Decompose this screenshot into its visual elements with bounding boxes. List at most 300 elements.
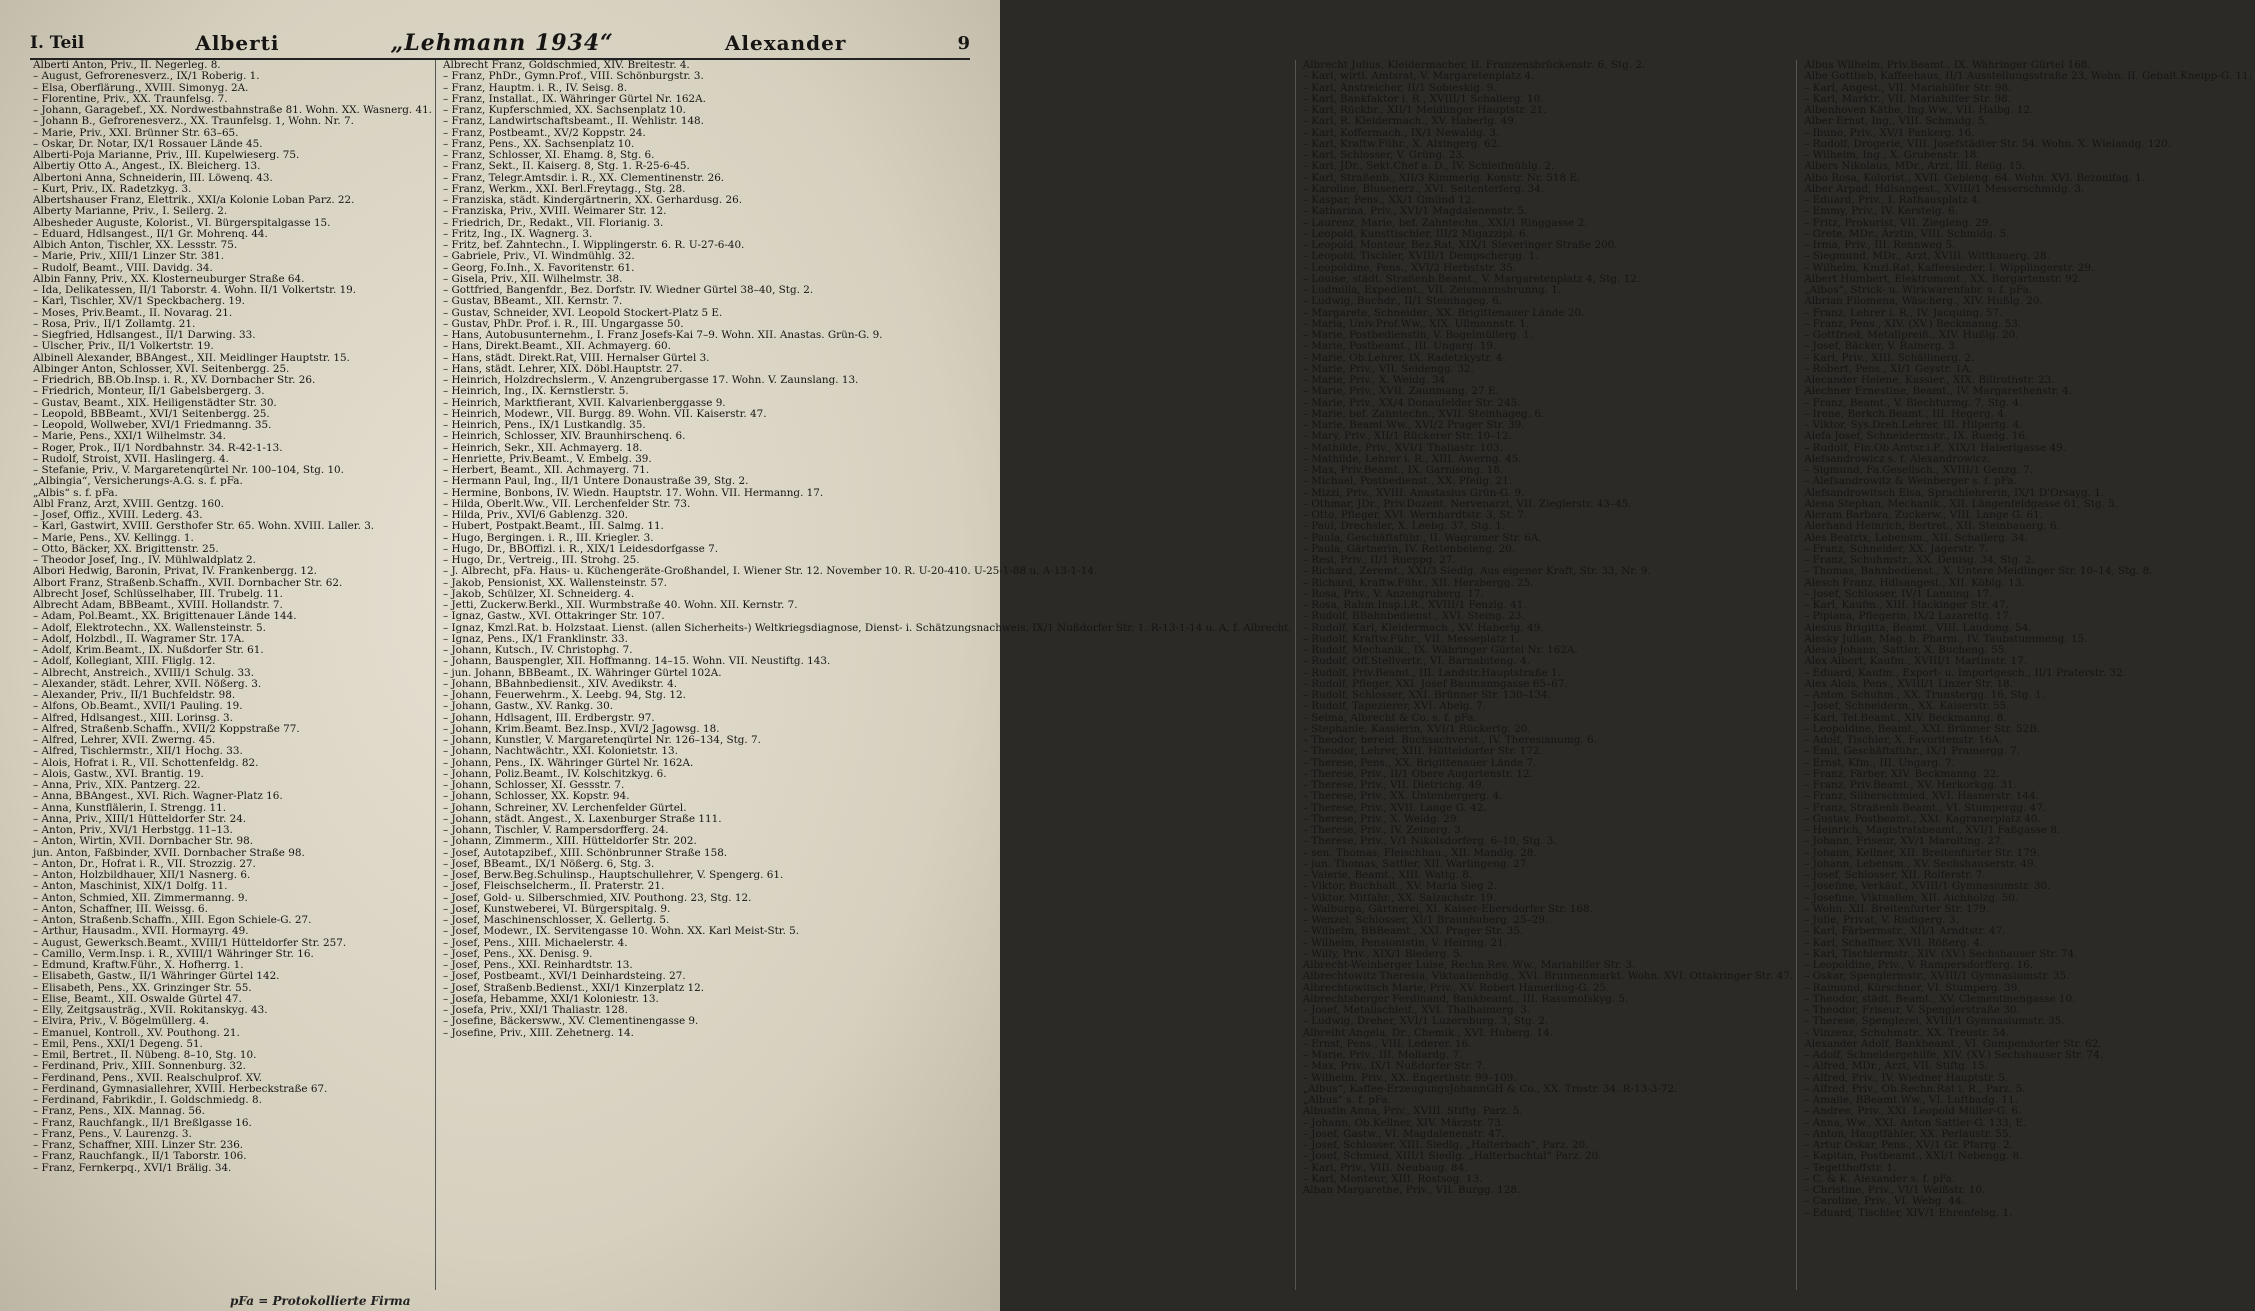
directory-entry: – Camillo, Verm.Insp. i. R., XVIII/1 Währinger Str. 16. [33,947,314,960]
directory-entry: – Ulscher, Priv., II/1 Volkertstr. 19. [33,340,214,353]
directory-entry: – Othmar, JDr., Priv.Dozent, Nervenarzt, VII. Zieglerstr. 43–45. [1302,497,1632,510]
directory-entry: – Josef, Gold- u. Silberschmied, XIV. Pouthong. 23, Stg. 12. [443,891,752,904]
directory-entry: – Gustav, Schneider, XVI. Leopold Stockert-Platz 5 E. [443,306,723,319]
directory-entry: – Theodor, Lehrer, XIII. Hütteldorfer Str. 172. [1302,745,1543,758]
directory-entry: – sen. Thomas, Fleischhau., XII. Mandlg. 28. [1302,846,1537,859]
directory-entry: – Marie, Postbedienstin, V. Bogelmüllerg. 1. [1302,329,1533,341]
directory-entry: – Marie, Beamt.Ww., XVI/2 Prager Str. 39. [1302,419,1525,431]
directory-entry: – Eduard, Hdlsangest., II/1 Gr. Mohrenq. 44. [33,227,268,240]
directory-entry: – Franz, Lehrer i. R., IV. Jacquing. 57. [1804,306,2003,319]
directory-entry: – Anna, Ww., XXI. Anton Sattler-G. 133, E. [1804,1116,2027,1129]
directory-entry: Albrecht-Weinberger Luise, Rechn.Rev. Ww., Mariahilfer Str. 3. [1302,959,1636,971]
directory-entry: – Adolf, Tischler, X. Favoritenstr. 16A. [1804,734,2003,746]
directory-entry: – Andree, Priv., XXI. Leopold Müller-G. 6. [1804,1105,2022,1118]
directory-entry: – Hermine, Bonbons, IV. Wiedn. Hauptstr. 17. Wohn. VII. Hermanng. 17. [443,486,824,499]
first-guide-word: Alberti [195,31,280,55]
directory-entry: – Artur Oskar, Pens., XV/1 Gr. Pfarrg. 2. [1804,1139,2013,1151]
directory-entry: – Roger, Prok., II/1 Nordbahnstr. 34. R-42-1-13. [33,441,283,454]
directory-entry: – Anton, Wirtin, XVII. Dornbacher Str. 98. [33,835,253,848]
directory-entry: – Theodor, bereid. Buchsachverst., IV. Theresianumg. 6. [1302,734,1597,746]
directory-entry: – Elisabeth, Pens., XX. Grinzinger Str. 55. [33,981,252,994]
directory-entry: – Franz, Pens., V. Laurenzg. 3. [33,1127,192,1140]
directory-entry: – Heinrich, Holzdrechslerm., V. Anzengrubergasse 17. Wohn. V. Zaunslang. 13. [443,374,859,386]
directory-entry: – Johann, Garagebef., XX. Nordwestbahnstraße 81. Wohn. XX. Wasnerg. 41. [33,104,432,116]
directory-entry: – Franz, Landwirtschaftsbeamt., II. Wehlistr. 148. [443,115,704,128]
directory-entry: – Katharina, Priv., XVI/1 Magdalenenstr. 5. [1302,205,1528,218]
directory-entry: – Franz, Schlosser, XI. Ehamg. 8, Stg. 6. [443,149,655,161]
directory-entry: – Johann, Schreiner, XV. Lerchenfelder Gürtel. [443,801,687,814]
directory-entry: Albo Rosa, Kolorist., XVII. Gebleng. 64. Wohn. XVI. Bezonifag. 1. [1804,171,2146,184]
directory-entry: – Oskar, Spenglermstr., XVIII/1 Gymnasiumstr. 35. [1804,970,2070,983]
directory-entry: – Karl, Bankfaktor i. R., XVIII/1 Schallerg. 10. [1302,92,1544,105]
directory-entry: Alexander Adolf, Bankbeamt., VI. Gumpendorfer Str. 62. [1804,1037,2102,1050]
directory-entry: Albort Franz, Straßenb.Schaffn., XVII. Dornbacher Str. 62. [33,576,343,589]
directory-entry: – Eduard, Priv., I. Rathausplatz 4. [1804,194,1981,206]
directory-entry: – Heinrich, Marktfierant, XVII. Kalvarienberggasse 9. [443,396,726,409]
directory-entry: – Theodor, städt. Beamt., XV. Clementinengasse 10. [1804,992,2076,1005]
directory-entry: – Adolf, Kollegiant, XIII. Fliglg. 12. [33,655,216,668]
directory-entry: – Karl, Kraftw.Führ., X. Alxingerg. 62. [1302,137,1501,150]
directory-entry: – Eduard, Tischler, XIV/1 Ehrenfelsg. 1. [1804,1206,2013,1219]
directory-entry: Albrechtsberger Ferdinand, Bankbeamt., III. Rasumofskyg. 5. [1302,992,1629,1005]
directory-entry: – Vinzenz, Schuhmstr., XX. Treustr. 54. [1804,1026,2010,1039]
directory-entry: – Adolf, Holzbdl., II. Wagramer Str. 17A. [33,632,245,645]
directory-entry: – Josefa, Hebamme, XXI/1 Koloniestr. 13. [443,992,659,1005]
directory-entry: – Josefine, Priv., XIII. Zehetnerg. 14. [443,1026,634,1039]
directory-entry: – Karl, wirtl. Amtsrat, V. Margaretenplatz 4. [1302,70,1535,83]
directory-entry: – Ida, Delikatessen, II/1 Taborstr. 4. Wohn. II/1 Volkertstr. 19. [33,284,357,296]
directory-entry: – Julie, Privat, V. Rüdigerg. 3. [1804,914,1959,926]
directory-entry: – Christine, Priv., VI/1 Weißstr. 10. [1804,1184,1986,1196]
directory-entry: – Marie, Priv., III. Mollardg. 7. [1302,1049,1463,1061]
directory-entry: – Jetti, Zuckerw.Berkl., XII. Wurmbstraße 40. Wohn. XII. Kernstr. 7. [443,599,798,611]
directory-entry: – Hugo, Bergingen. i. R., III. Kriegler. 3. [443,531,654,544]
directory-entry: Albe Gottlieb, Kaffeehaus, II/1 Ausstellungsstraße 23, Wohn. II. Gebalt.Kneipp-G. 11. [1804,70,2252,83]
directory-entry: – Rudolf, Tapezierer, XVI. Abelg. 7. [1302,700,1487,713]
directory-entry: Albrechtowitsch Marie, Priv., XV. Robert Hamerling-G. 25. [1302,981,1610,994]
directory-entry: – Wilhelm, Pensionistin, V. Heiring. 21. [1302,936,1507,949]
directory-entry: – Johann, Schlosser, XX. Kopstr. 94. [443,790,630,803]
directory-entry: – Marie, Ob.Lehrer, IX. Radetzkystr. 4. [1302,351,1506,364]
directory-entry: – Anna, Kunstflälerin, I. Strengg. 11. [33,801,227,814]
directory-entry: – Josef, Modewr., IX. Servitengasse 10. Wohn. XX. Karl Meist-Str. 5. [443,925,800,938]
directory-entry: „Albus“, Kaffee-ErzeugungsJohannGH & Co., XX. Trostr. 34. R-13-3-72. [1302,1082,1678,1095]
directory-entry: – Josef, Bäcker, V. Rainerg. 3. [1804,340,1959,353]
directory-entry: Albrecht Adam, BBBeamt., XVIII. Hollandstr. 7. [33,599,283,611]
directory-entry: – Elly, Zeitgsausträg., XVII. Rokitanskyg. 43. [33,1004,268,1016]
directory-entry: Albrecht Julius, Kleidermacher, II. Franzensbrückenstr. 6, Stg. 2. [1302,59,1646,71]
directory-entry: – Heinrich, Ing., IX. Kernstlerstr. 5. [443,385,629,398]
directory-entry: – Theodor Josef, Ing., IV. Mühlwaldplatz 2. [33,554,256,566]
directory-entry: – Josef, Schneiderm., XX. Kaiserstr. 55. [1804,700,2010,713]
directory-entry: – Louise, städt. Straßenb.Beamt., V. Margaretenplatz 4, Stg. 12. [1302,272,1641,285]
directory-entry: – Georg, Fo.Inh., X. Favoritenstr. 61. [443,261,635,274]
directory-entry: – Eduard, Kaufm., Export- u. Importgesch., II/1 Praterstr. 32. [1804,666,2126,679]
directory-entry: – Therese, Priv., XVII. Lange G. 42. [1302,801,1487,814]
directory-entry: – Franz, Hauptm. i. R., IV. Seisg. 8. [443,81,628,94]
directory-entry: – Rudolf, Priv.Beamt., III. Landstr.Hauptstraße 1. [1302,666,1561,679]
directory-entry: – Josef, BBeamt., IX/1 Nößerg. 6, Stg. 3. [443,857,655,870]
directory-entry: Albustin Anna, Priv., XVIII. Stiftg. Parz. 5. [1302,1105,1523,1118]
directory-entry: – Albrecht, Anstreich., XVIII/1 Schulg. 33. [33,666,255,679]
directory-entry: – Franz, Rauchfangk., II/1 Breßlgasse 16. [33,1116,252,1129]
directory-entry: – Franz, Postbeamt., XV/2 Koppstr. 24. [443,126,646,139]
directory-entry: – Josefine, Verkäuf., XVIII/1 Gymnasiumstr. 30. [1804,880,2051,893]
directory-entry: – Rudolf, Kraftw.Führ., VII. Messeplatz 1. [1302,632,1520,645]
directory-entry: – Karl, Rückbr., XII/1 Meidlinger Hauptstr. 21. [1302,104,1547,116]
directory-entry: – Ignaz, Gastw., XVI. Ottakringer Str. 107. [443,610,665,623]
directory-entry: – Wohn. XII. Breitenfurter Str. 179. [1804,902,1990,915]
directory-entry: – Therese, Spenglerei, XVIII/1 Gymnasiumstr. 35. [1804,1015,2065,1028]
directory-entry: – jun. Thomas, Sattler, XII. Warlingeng. 27. [1302,857,1530,870]
directory-entry: – Josef, Postbeamt., XVI/1 Deinhardsteing. 27. [443,970,686,983]
directory-entry: – Franz, Rauchfangk., II/1 Taborstr. 106. [33,1150,247,1163]
directory-entry: – Mizzi, Priv., XVIII. Anastasius Grün-G. 9. [1302,486,1525,499]
directory-entry: – Franz, Installat., IX. Währinger Gürtel Nr. 162A. [443,92,706,105]
directory-entry: – Karl, Anstreicher, II/1 Sobieskig. 9. [1302,81,1497,94]
directory-entry: – Otto, Pfleger, XVI. Wernhardtstr. 3, St. 7. [1302,509,1528,521]
directory-entry: – Heinrich, Schlosser, XIV. Braunhirschenq. 6. [443,430,686,443]
directory-entry: – Henriette, Priv.Beamt., V. Embelg. 39. [443,452,652,465]
directory-entry: – Karl, JDr., Sekt.Chef a. D., IV. Schleifmühlg. 2. [1302,160,1555,173]
directory-entry: Alberti-Poja Marianne, Priv., III. Kupelwieserg. 75. [33,149,300,161]
directory-entry: – Johann, Hdlsagent, III. Erdbergstr. 97. [443,711,655,724]
directory-entry: – Marie, bef. Zahntechn., XVII. Steinhageg. 6. [1302,407,1545,420]
directory-entry: – Edmund, Kraftw.Führ., X. Hofherrg. 1. [33,959,244,971]
directory-entry: – Marie, Postbeamt., III. Ungarg. 19. [1302,340,1497,353]
directory-entry: – Ferdinand, Priv., XIII. Sonnenburg. 32. [33,1060,246,1073]
directory-entry: – Heinrich, Pens., IX/1 Lustkandlg. 35. [443,419,646,431]
directory-entry: – Elsa, Oberflärung., XVIII. Simonyg. 2A. [33,81,249,94]
directory-entry: – Johann, Pens., IX. Währinger Gürtel Nr. 162A. [443,756,694,769]
directory-entry: – Josef, Pens., XIII. Michaelerstr. 4. [443,936,628,949]
directory-entry: – Hugo, Dr., BBOffizl. i. R., XIX/1 Leidesdorfgasse 7. [443,542,718,555]
footer-note: pFa = Protokollierte Firma [230,1294,411,1308]
directory-entry: – Heinrich, Sekr., XII. Achmayerg. 18. [443,441,643,454]
entry-column-3 [1300,60,1797,1290]
directory-entry: – Friedrich, Dr., Redakt., VII. Florianig. 3. [443,216,664,229]
directory-entry: Albert Humbert, Elektromont., XX. Borgartenstr. 92. [1804,272,2082,285]
directory-entry: – Rudolf, Mechanik., IX. Währinger Gürtel Nr. 162A. [1302,644,1578,656]
directory-entry: – Marie, Priv., XIII/1 Linzer Str. 381. [33,250,224,263]
directory-entry: – Johann, Bauspengler, XII. Hoffmanng. 14–15. Wohn. VII. Neustiftg. 143. [443,655,831,668]
directory-entry: – Franz, Pens., XX. Sachsenplatz 10. [443,137,635,150]
directory-entry: – Adam, Pol.Beamt., XX. Brigittenauer Lände 144. [33,610,297,623]
directory-entry: Alber Arpad, Hdlsangest., XVIII/1 Messerschmidg. 3. [1804,182,2085,195]
directory-entry: – Emanuel, Kontroll., XV. Pouthong. 21. [33,1026,240,1039]
directory-entry: – Karl, Monteur, XIII. Rostsog. 13. [1302,1172,1483,1185]
directory-entry: – Emmy, Priv., IV. Kerstelg. 6. [1804,205,1959,218]
directory-entry: – Raimund, Kürschner, VI. Stumperg. 39. [1804,981,2021,994]
directory-entry: – Therese, Priv., XX. Untenbergerg. 4. [1302,790,1503,803]
directory-entry: – Therese, Priv., IV. Zeinerg. 3. [1302,824,1465,836]
directory-entry: – Alfred, Straßenb.Schaffn., XVII/2 Koppstraße 77. [33,722,300,735]
directory-entry: – Mathilde, Priv., XVI/1 Thaliastr. 103. [1302,441,1503,454]
directory-entry: – Elisabeth, Gastw., II/1 Währinger Gürtel 142. [33,970,280,983]
directory-entry: – Hans, städt. Lehrer, XIX. Döbl.Hauptstr. 27. [443,362,683,375]
directory-entry: – Adolf, Elektrotechn., XX. Wallensteinstr. 5. [33,621,266,634]
directory-entry: Albin Fanny, Priv., XX. Klosterneuburger Straße 64. [33,272,305,285]
directory-entry: – Irma, Priv., III. Rennweg 5. [1804,239,1956,251]
directory-entry: Alerhand Heinrich, Bertret., XII. Steinbauerg. 6. [1804,520,2060,533]
directory-entry: Albus Wilhelm, Priv.Beamt., IX. Währinger Gürtel 168. [1804,59,2091,71]
directory-entry: – Alexander, städt. Lehrer, XVII. Nößerg. 3. [33,677,262,690]
directory-entry: Albreiht Angela, Dr., Chemik., XVI. Huberg. 14. [1302,1026,1554,1039]
directory-entry: – Walburga, Gärtnerei, XI. Kaiser-Ebersdorfer Str. 168. [1302,902,1593,915]
directory-entry: – Viktor, Mitfahr., XX. Salzachstr. 19. [1302,891,1497,904]
part-label: I. Teil [30,33,85,53]
directory-entry: – Emil, Geschäftsführ., IX/1 Pramergg. 7. [1804,745,2021,758]
directory-entry: – Franz, Straßenb.Beamt., VI. Stumpergg. 47. [1804,801,2047,814]
directory-entry: – Selma, Albrecht & Co. s. f. pFa. [1302,711,1477,724]
directory-entry: – Fritz, bef. Zahntechn., I. Wipplingerstr. 6. R. U-27-6-40. [443,239,745,251]
directory-entry: – Jakob, Pensionist, XX. Wallensteinstr. 57. [443,576,668,589]
directory-entry: – Karl, Kaufm., XIII. Hackinger Str. 47. [1804,599,2009,611]
directory-entry: – Leopold, BBBeamt., XVI/1 Seitenbergg. 25. [33,407,270,420]
directory-entry: – Therese, Priv., X. Weidg. 29. [1302,812,1460,825]
directory-entry: – Josef, Autotapzibef., XIII. Schönbrunner Straße 158. [443,846,728,859]
directory-entry: – Rosa, Priv., V. Anzengruberg. 17. [1302,587,1484,600]
directory-entry: – Friedrich, BB.Ob.Insp. i. R., XV. Dornbacher Str. 26. [33,374,316,386]
directory-entry: – Alois, Hofrat i. R., VII. Schottenfeldg. 82. [33,756,259,769]
directory-entry: – Rudolf, Karl, Kleidermach., XV. Haberlg. 49. [1302,621,1544,634]
directory-entry: – Hilda, Oberlt.Ww., VII. Lerchenfelder Str. 73. [443,497,691,510]
directory-entry: – Wilhelm, BBBeamt., XXI. Prager Str. 35. [1302,925,1524,938]
directory-entry: – Leopold, Tischler, XVIII/1 Dempschergg. 1. [1302,250,1539,263]
directory-entry: – Paul, Drechsler, X. Leebg. 37, Stg. 1. [1302,520,1506,533]
directory-entry: – Ignaz, Kmzl.Rat. b. Holzstaat. Lienst. (allen Sicherheits-) Weltkriegsdiagnose, Dienst- i. Schätzungsnachweis, IX/1 Nußdorfer Str. 1. R-13-1-14 u. A, f. Albrecht. [443,621,1292,634]
directory-entry: Albertoni Anna, Schneiderin, III. Löwenq. 43. [33,171,273,184]
directory-entry: – Therese, Pens., XX. Brigittenauer Lände 7. [1302,756,1537,769]
directory-entry: Albertiy Otto A., Angest., IX. Bleicherg. 13. [33,160,261,173]
directory-entry: – Elvira, Priv., V. Bögelmüllerg. 4. [33,1015,209,1028]
directory-entry: – Alfred, Priv., IV. Wiedner Hauptstr. 5. [1804,1071,2009,1084]
directory-entry: – Siegmund, MDr., Arzt, XVIII. Wittkauerg. 28. [1804,250,2050,263]
page-header [30,28,970,60]
directory-entry: – Johann, Schlosser, XI. Gessstr. 7. [443,779,625,791]
directory-entry: Alesky Julian, Mag. b. Pharm., IV. Taubstummeng. 15. [1804,632,2088,645]
directory-entry: – Karl, Gastwirt, XVIII. Gersthofer Str. 65. Wohn. XVIII. Laller. 3. [33,520,375,533]
directory-entry: – Kaspar, Pens., XX/1 Gmünd 12. [1302,194,1475,206]
directory-entry: – Viktor, Sys.Dreh.Lehrer, III. Hilpertg. 4. [1804,419,2023,431]
directory-entry: – Franz, Fernkerpq., XVI/1 Brälig. 34. [33,1161,232,1174]
directory-entry: – Rosa, Rahm.Insp.i.R., XVIII/1 Fenzlg. 41. [1302,599,1527,611]
directory-entry: – Franz, Pens., XIX. Mannag. 56. [33,1105,205,1118]
directory-entry: Albers Nikolaus, MDr., Arzt, III. Reilg. 15. [1804,160,2026,173]
directory-entry: – Karl, Straßenb., XII/3 Kimmerig. Konstr. Nr. 518 E. [1302,171,1581,184]
directory-entry: – Anton, Maschinist, XIX/1 Dolfg. 11. [33,880,228,893]
directory-entry: – Franz, Werkm., XXI. Berl.Freytagg., Stg. 28. [443,182,686,195]
directory-entry: jun. Anton, Faßbinder, XVII. Dornbacher Straße 98. [33,846,305,859]
directory-entry: – August, Gewerksch.Beamt., XVIII/1 Hütteldorfer Str. 257. [33,936,347,949]
directory-entry: Albich Anton, Tischler, XX. Lessstr. 75. [33,239,238,251]
directory-entry: – Ludwig, Dreher, XVI/1 Luzernburg. 3, Stg. 2. [1302,1015,1549,1028]
directory-entry: – Fritz, Ing., IX. Wagnerg. 3. [443,227,593,240]
directory-entry: – Josef, Offiz., XVIII. Lederg. 43. [33,509,203,521]
directory-entry: – Robert, Pens., XI/1 Geystr. 1A. [1804,362,1973,375]
directory-entry: – Ferdinand, Pens., XVII. Realschulprof. XV. [33,1071,263,1084]
directory-entry: – Karl, Färbermstr., XII/1 Arndtstr. 47. [1804,925,2006,938]
directory-entry: – Gustav, Beamt., XIX. Heiligenstädter Str. 30. [33,396,277,409]
directory-entry: – Franz, Beamt., V. Blechturmg. 7, Stg. 4. [1804,396,2023,409]
directory-entry: – Karl, Angest., VII. Mariahilfer Str. 98. [1804,81,2012,94]
directory-entry: – Fritz, Prokurist, VII. Ziegleng. 29. [1804,216,1992,229]
directory-entry: – Gustav, BBeamt., XII. Kernstr. 7. [443,295,623,308]
directory-entry: – Leopold, Kunsttischler, III/2 Migazzipl. 6. [1302,227,1529,240]
directory-entry: – Alefsandrowitz & Weinberger s. f. pFa. [1804,475,2017,488]
directory-entry: – Josef, Schlosser, XII. Rolferstr. 7. [1804,869,1986,881]
directory-entry: Alena Stephan, Mechanik., XII. Längenfeldgasse 61, Stg. 5. [1804,497,2119,510]
directory-entry: – Anton, Hauptfähler, XX. Perlaustr. 55. [1804,1127,2012,1140]
directory-entry: – Ferdinand, Fabrikdir., I. Goldschmiedg. 8. [33,1094,262,1106]
directory-entry: – Mathilde, Lehrer i. R., XIII. Awerng. 45. [1302,452,1522,465]
directory-entry: Alex Alois, Pens., XVIII/1 Linzer Str. 18. [1804,677,2013,690]
directory-entry: – jun. Johann, BBBeamt., IX. Währinger Gürtel 102A. [443,666,722,679]
directory-entry: – Otto, Bäcker, XX. Brigittenstr. 25. [33,542,219,555]
directory-entry: – Josef, Pens., XX. Denisg. 9. [443,947,593,960]
directory-entry: – Wilhelm, Priv., XX. Engerthstr. 99–109. [1302,1071,1517,1084]
directory-entry: – Moses, Priv.Beamt., II. Novarag. 21. [33,306,233,319]
directory-entry: – Franz, Schneider, XX. Jagerstr. 7. [1804,542,1989,555]
directory-entry: – Josef, Fleischselcherm., II. Praterstr. 21. [443,880,665,893]
directory-entry: Alefsandrowicz s. f. Alexandrowicz. [1804,452,1991,465]
directory-entry: – Irene, Berkch.Beamt., III. Hegerg. 4. [1804,407,2008,420]
directory-entry: – Stefanie, Priv., V. Margaretenqürtel Nr. 100–104, Stg. 10. [33,464,344,476]
directory-entry: – Florentine, Priv., XX. Traunfelsg. 7. [33,92,228,105]
directory-entry: – Marie, Pens., XV. Kellingg. 1. [33,531,194,544]
directory-entry: – Rosa, Priv., II/1 Zollamtg. 21. [33,317,196,330]
directory-entry: – Ernst, Kfm., III. Ungarg. 7. [1804,756,1955,769]
directory-entry: – Thomas, Bahnbedienst., X. Untere Meidlinger Str. 10–14, Stg. 8. [1804,565,2153,578]
directory-entry: – Hans, Direkt.Beamt., XII. Achmayerg. 60. [443,340,671,353]
directory-entry: Alberty Marianne, Priv., I. Seilerg. 2. [33,205,228,218]
directory-entry: – Johann, Kutsch., IV. Christophg. 7. [443,644,633,656]
directory-entry: Alecander Helene, Kassier., XIX. Billrothstr. 23. [1804,374,2055,386]
directory-entry: – Kurt, Priv., IX. Radetzkyg. 3. [33,182,192,195]
directory-entry: – Ferdinand, Gymnasiallehrer, XVIII. Herbeckstraße 67. [33,1082,328,1095]
directory-entry: – Mary, Priv., XII/1 Rückerer Str. 10–12. [1302,430,1512,443]
directory-entry: – Rudolf, Off.Stellvertr., VI. Barnabiteng. 4. [1302,655,1530,668]
directory-entry: – Marie, Priv., XX/4 Donaufelder Str. 245. [1302,396,1521,409]
directory-entry: – Alfred, MDr., Arzt, VII. Stiftg. 15. [1804,1060,1988,1073]
directory-entry: – Max, Priv., IX/1 Nußdorfer Str. 7. [1302,1060,1486,1073]
directory-entry: – Anton, Schaffner, III. Weissg. 6. [33,902,208,915]
directory-entry: Albrechtowitz Theresia, Viktualienhdlg., XVI. Brunnenmarkt. Wohn. XVI. Ottakringer Str. 47. [1302,970,1794,983]
directory-entry: – Josefa, Priv., XXI/1 Thaliastr. 128. [443,1004,628,1016]
directory-entry: – Marie, Priv., XXI. Brünner Str. 63–65. [33,126,239,139]
directory-entry: – Resi, Priv., II/1 Rueppg. 27. [1302,554,1456,566]
directory-entry: – Rudolf, Stroist, XVII. Haslingerg. 4. [33,452,229,465]
directory-entry: – Heinrich, Magistratsbeamt., XVI/1 Faßgasse 8. [1804,824,2061,836]
directory-entry: „Albingia“, Versicherungs-A.G. s. f. pFa. [33,475,243,488]
directory-entry: – Rudolf, Pfleger, XXI. Josef Baumanngasse 65–67. [1302,677,1568,690]
directory-entry: – Marie, Priv., X. Weidg. 34. [1302,374,1449,386]
directory-entry: – Alexander, Priv., II/1 Buchfeldstr. 98. [33,689,236,701]
directory-entry: – Marie, Pens., XXI/1 Wilhelmstr. 34. [33,430,226,443]
directory-entry: – Anna, BBAngest., XVI. Rich. Wagner-Platz 16. [33,790,283,803]
directory-entry: – Alfred, Lehrer, XVII. Zwerng. 45. [33,734,216,746]
directory-entry: – Emil, Pens., XXI/1 Degeng. 51. [33,1037,203,1050]
directory-entry: – Alfred, Tischlermstr., XII/1 Hochg. 33. [33,745,243,758]
directory-entry: – Josef, Gastw., VI. Magdalenenstr. 47. [1302,1127,1505,1140]
directory-entry: – Wilhelm, Ing., X. Grubenstr. 18. [1804,149,1980,161]
directory-entry: – Johann, Krim.Beamt. Bez.Insp., XVI/2 Jagowsg. 18. [443,722,720,735]
directory-entry: „Albis“ s. f. pFa. [33,486,118,499]
directory-entry: – Johann, städt. Angest., X. Laxenburger Straße 111. [443,812,722,825]
directory-entry: – C. & K. Alexander s. f. pFa. [1804,1172,1956,1185]
directory-entry: – Anton, Straßenb.Schaffn., XIII. Egon Schiele-G. 27. [33,914,312,926]
directory-entry: Alber Ernst, Ing., VIII. Schmidg. 5. [1804,115,1988,128]
directory-entry: – Alfred, Priv., Ob.Rechn.Rat i. R., Parz. 5. [1804,1082,2026,1095]
directory-entry: – Johann, BBahnbediensit., XIV. Avedikstr. 4. [443,677,678,690]
directory-entry: – Josef, Schmied, XIII/1 Siedlg. „Halterbachtal“ Parz. 20. [1302,1150,1602,1163]
directory-entry: – Maria, Univ.Prof.Ww., XIX. Ullmannstr. 1. [1302,317,1530,330]
directory-entry: – Valerie, Beamt., XIII. Wattg. 8. [1302,869,1473,881]
directory-entry: – Heinrich, Modewr., VII. Burgg. 89. Wohn. VII. Kaiserstr. 47. [443,407,767,420]
directory-entry: Albertshauser Franz, Elettrik., XXI/a Kolonie Loban Parz. 22. [33,194,355,206]
entry-column-1 [30,60,436,1290]
directory-entry: – Johann, Feuerwehrm., X. Leebg. 94, Stg. 12. [443,689,686,701]
directory-entry: Aleram Barbara, Zuckerw., VIII. Lange G. 61. [1804,509,2043,521]
directory-entry: – Elise, Beamt., XII. Oswalde Gürtel 47. [33,992,242,1005]
directory-entry: – Karl, Priv., VIII. Neubaug. 84. [1302,1161,1468,1174]
directory-entry: Alechner Ernestine, Beamt., IV. Margarethenstr. 4. [1804,385,2073,398]
directory-entry: – Franz, Sekt., II. Kaiserg. 8, Stg. 1. R-25-6-45. [443,160,690,173]
directory-entry: – Leopold, Wollweber, XVI/1 Friedmanng. 35. [33,419,272,431]
directory-entry: Albrian Filomena, Wäscherg., XIV. Hußlg. 20. [1804,295,2043,308]
directory-entry: – Johann, Kellner, XII. Breitenfurter Str. 179. [1804,846,2040,859]
directory-entry: – Richard, Zeremt., XXI/3 Siedlg. Aus eigener Kraft, Str. 33, Nr. 9. [1302,565,1651,578]
directory-entry: – Johann, Zimmerm., XIII. Hütteldorfer Str. 202. [443,835,697,848]
directory-entry: – Gustav, Postbeamt., XXI. Kagranerplatz 40. [1804,812,2041,825]
directory-entry: – Ignaz, Pens., IX/1 Franklinstr. 33. [443,632,628,645]
directory-entry: – Johann, Lebensm., XV. Sechshauserstr. 49. [1804,857,2037,870]
directory-entry: – Anna, Priv., XIX. Pantzerg. 22. [33,779,201,791]
directory-entry: – Richard, Kraftw.Führ., XII. Herzbergg. 25. [1302,576,1534,589]
directory-entry: Alesch Franz, Hdlsangest., XII. Köblg. 13. [1804,576,2025,589]
directory-entry: – Adolf, Krim.Beamt., IX. Nußdorfer Str. 61. [33,644,264,656]
directory-entry: Alban Margarethe, Priv., VII. Burgg. 128. [1302,1184,1521,1196]
directory-entry: – Anton, Dr., Hofrat i. R., VII. Strozzig. 27. [33,857,256,870]
directory-entry: – Stephanie, Kassierin, XVI/1 Rückertg. 20. [1302,722,1531,735]
directory-entry: – Anton, Schmied, XII. Zimmermanng. 9. [33,891,248,904]
directory-entry: – Amalie, BBeamt.Ww., VI. Luftbadg. 11. [1804,1094,2018,1106]
directory-entry: – Therese, Priv., II/1 Obere Augartenstr. 12. [1302,767,1533,780]
directory-entry: – Therese, Priv., VII. Dietrichg. 49. [1302,779,1485,791]
directory-entry: – Karl, Tel.Beamt., XIV. Beckmanng. 8. [1804,711,2007,724]
directory-entry: – Johann B., Gefrorenesverz., XX. Traunfelsg. 1, Wohn. Nr. 7. [33,115,354,128]
directory-entry: – Josef, Metallschleif., XVI. Thalhaimerg. 3. [1302,1004,1531,1016]
directory-entry: – Karl, Marktr., VII. Mariahilfer Str. 98. [1804,92,2012,105]
directory-entry: – Hugo, Dr., Vertreig., III. Strohg. 25. [443,554,640,566]
directory-entry: – Kapitan, Postbeamt., XXI/1 Nebengg. 8. [1804,1150,2023,1163]
directory-entry: – Hilda, Priv., XVI/6 Gablenzg. 320. [443,509,629,521]
directory-entry: Albori Hedwig, Baronin, Privat, IV. Frankenbergg. 12. [33,565,317,578]
directory-entry: – Friedrich, Monteur, II/1 Gabelsbergerg. 3. [33,385,265,398]
directory-entry: – Karl, Tischlermstr., XIV. (XV.) Sechshauser Str. 74. [1804,947,2078,960]
entry-column-2 [440,60,1296,1290]
directory-entry: – Karl, Koffermach., IX/1 Newaldg. 3. [1302,126,1500,139]
directory-entry: – Theodor, Friseur, V. Spenglerstraße 30. [1804,1004,2020,1016]
directory-entry: – Alfred, Hdlsangest., XIII. Lorinsg. 3. [33,711,233,724]
directory-entry: – Johann, Ob.Kellner, XIV. Märzstr. 73. [1302,1116,1505,1129]
directory-entry: – Ibuno, Priv., XV/1 Pankerg. 16. [1804,126,1975,139]
directory-entry: – Rudolf, Schlosser, XXI. Brünner Str. 130–134. [1302,689,1551,701]
directory-entry: – Caroline, Priv., VI. Webg. 44. [1804,1195,1965,1208]
directory-entry: – Hans, städt. Direkt.Rat, VIII. Hernalser Gürtel 3. [443,351,710,364]
directory-entry: – Franz, Kupferschmied, XX. Sachsenplatz 10. [443,104,686,116]
directory-entry: – Rudolf, Beamt., VIII. Davidg. 34. [33,261,213,274]
